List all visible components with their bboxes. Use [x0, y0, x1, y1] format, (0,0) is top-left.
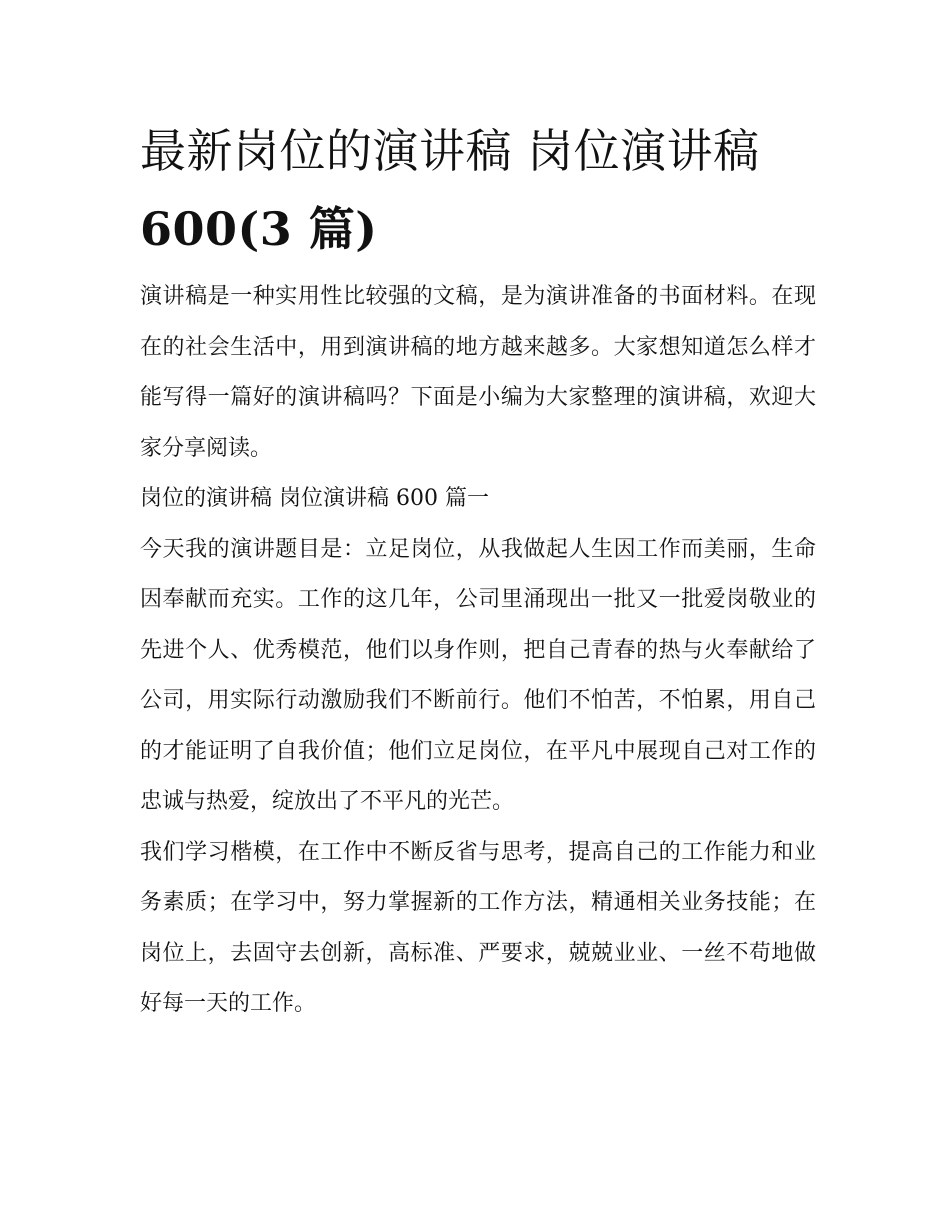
section-heading: 岗位的演讲稿 岗位演讲稿 600 篇一 — [140, 486, 489, 511]
title-line-1: 最新岗位的演讲稿 岗位演讲稿 — [140, 124, 760, 178]
intro-paragraph: 演讲稿是一种实用性比较强的文稿，是为演讲准备的书面材料。在现在的社会生活中，用到演讲稿的地方越来越多。大家想知道怎么样才能写得一篇好的演讲稿吗？下面是小编为大家整理的演讲稿，欢迎大家分享阅读。 — [140, 284, 816, 461]
title-line-2: 600(3 篇) — [140, 202, 378, 256]
body-paragraph: 今天我的演讲题目是：立足岗位，从我做起人生因工作而美丽，生命因奉献而充实。工作的这几年，公司里涌现出一批又一批爱岗敬业的先进个人、优秀模范，他们以身作则，把自己青春的热与火奉献给了公司，用实际行动激励我们不断前行。他们不怕苦，不怕累，用自己的才能证明了自我价值；他们立足岗位，在平凡中展现自己对工作的忠诚与热爱，绽放出了不平凡的光芒。 — [140, 536, 816, 814]
document-title — [140, 112, 816, 268]
document-page — [140, 112, 816, 1030]
body-paragraph: 我们学习楷模，在工作中不断反省与思考，提高自己的工作能力和业务素质；在学习中，努力掌握新的工作方法，精通相关业务技能；在岗位上，去固守去创新，高标准、严要求，兢兢业业、一丝不苟地做好每一天的工作。 — [140, 839, 816, 1016]
